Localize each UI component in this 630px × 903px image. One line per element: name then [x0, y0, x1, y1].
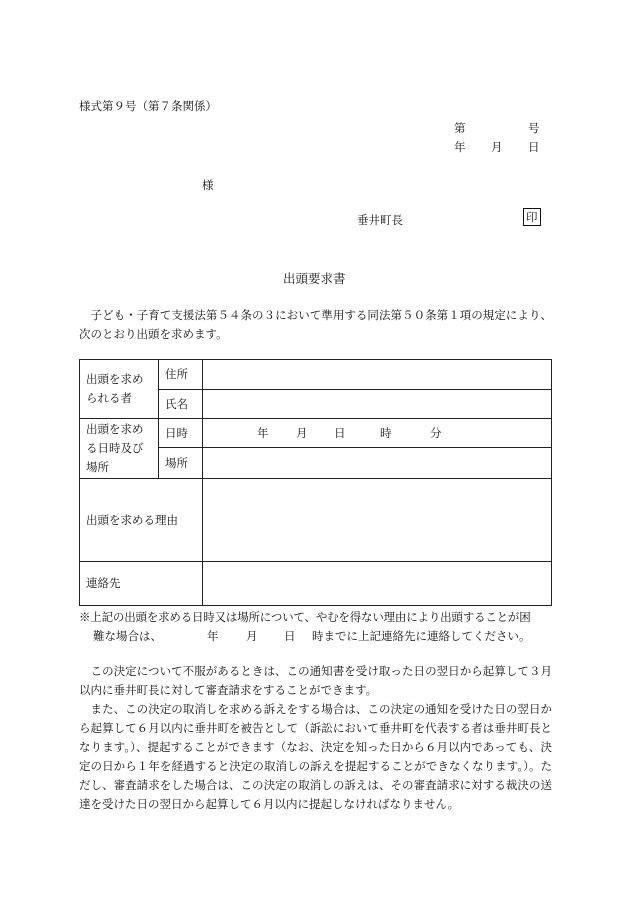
note-year-unit: 年: [207, 629, 219, 643]
doc-number-suffix: 号: [528, 121, 540, 135]
address-field[interactable]: [203, 360, 552, 390]
summons-table: [79, 359, 552, 606]
appeal-notice-1: この決定について不服があるときは、この通知書を受け取った日の翌日から起算して３月以内に垂井町長に対して審査請求をすることができます。: [79, 664, 552, 697]
note-line-2-end: 時までに上記連絡先に連絡してください。: [312, 629, 531, 643]
dt-year-unit: 年: [257, 426, 269, 440]
place-field[interactable]: [203, 448, 552, 479]
note-month-unit: 月: [246, 629, 258, 643]
seal-mark: 印: [523, 208, 541, 226]
place-label: 場所: [159, 448, 203, 479]
intro-paragraph: 子ども・子育て支援法第５４条の３において準用する同法第５０条第１項の規定により、次のとおり出頭を求めます。: [79, 308, 552, 341]
reason-label: 出頭を求める理由: [80, 479, 203, 562]
dt-minute-unit: 分: [430, 426, 442, 440]
dt-hour-unit: 時: [380, 426, 392, 440]
note-line-1: ※上記の出頭を求める日時又は場所について、やむを得ない理由により出頭することが困: [79, 610, 531, 624]
datetime-field[interactable]: [203, 419, 552, 448]
date-day: 日: [528, 140, 540, 154]
name-field[interactable]: [203, 390, 552, 419]
note-line-2-start: 難な場合は、: [93, 629, 162, 643]
contact-field[interactable]: [203, 562, 552, 606]
person-header: 出頭を求められる者: [80, 360, 159, 419]
note-day-unit: 日: [284, 629, 296, 643]
address-label: 住所: [159, 360, 203, 390]
sender-name: 垂井町長: [357, 213, 403, 227]
addressee-suffix: 様: [202, 178, 214, 192]
contact-label: 連絡先: [80, 562, 203, 606]
datetime-place-header: 出頭を求める日時及び場所: [80, 419, 159, 479]
form-number: 様式第９号（第７条関係）: [79, 99, 217, 113]
datetime-label: 日時: [159, 419, 203, 448]
date-month: 月: [491, 140, 503, 154]
reason-field[interactable]: [203, 479, 552, 562]
appeal-notice-2: また、この決定の取消しを求める訴えをする場合は、この決定の通知を受けた日の翌日から起算して６月以内に垂井町を被告として（訴訟において垂井町を代表する者は垂井町長となります。）、提起することができます（なお、決定を知った日から６月以内であっても、決定の日から１年を経過すると決定の取消しの訴えを提起することができなくなります。）。ただし、審査請求をした場合は、この決定の取消しの訴えは、その審査請求に対する裁決の送達を受けた日の翌日から起算して６月以内に提起しなければなりません。: [79, 702, 552, 811]
date-year: 年: [454, 140, 466, 154]
dt-day-unit: 日: [334, 426, 346, 440]
doc-number-prefix: 第: [454, 121, 466, 135]
name-label: 氏名: [159, 390, 203, 419]
document-title: 出頭要求書: [283, 271, 346, 286]
dt-month-unit: 月: [296, 426, 308, 440]
